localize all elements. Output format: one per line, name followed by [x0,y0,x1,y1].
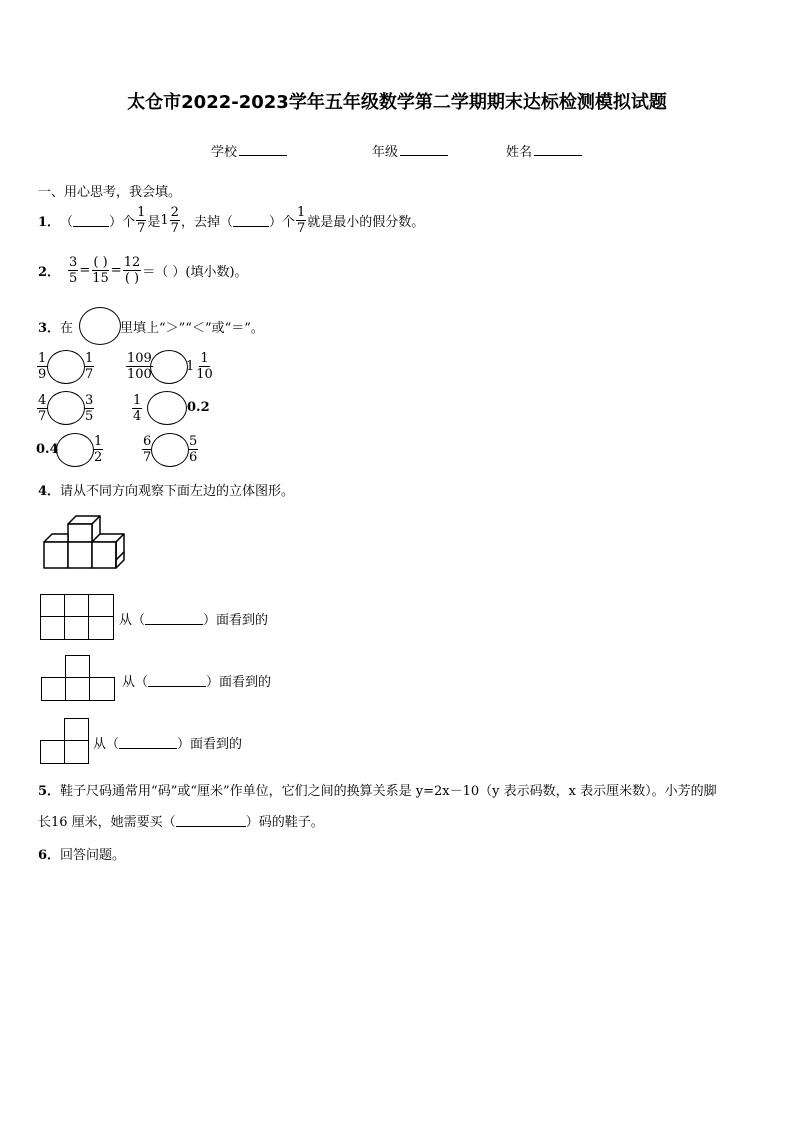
denominator-blank[interactable]: ( ) [124,271,140,286]
q5-answer-blank[interactable] [176,814,246,827]
compare-circle-4[interactable] [147,391,187,425]
q2-fraction-1 [68,255,78,286]
question-4 [38,480,294,499]
denominator: 5 [69,271,78,286]
square [65,677,90,701]
view-text: 从（ [119,613,146,628]
denominator: 5 [85,409,94,424]
name-field[interactable] [506,141,582,160]
q1-mixed-number [160,205,181,236]
square [40,740,65,764]
numerator: 1 [133,393,142,408]
cmp-r6-right [187,434,199,465]
denominator: 7 [143,450,152,465]
compare-circle-3[interactable] [47,391,85,425]
compare-circle-6[interactable] [151,433,189,467]
square [88,594,114,618]
cmp-r5-left: 0.4 [36,442,59,457]
square [88,616,114,640]
q2-fraction-2[interactable] [91,255,110,286]
cmp-r1-right [83,351,95,382]
q1-text-3: 是 [147,215,161,230]
q4-text: 请从不同方向观察下面左边的立体图形。 [60,484,295,499]
numerator: 3 [85,393,94,408]
denominator: 7 [137,221,146,236]
numerator: 1 [296,205,306,220]
school-label: 学校 [211,145,238,160]
square [64,616,89,640]
numerator: 5 [189,434,198,449]
square [40,594,65,618]
numerator: 1 [85,351,94,366]
view-1-blank[interactable] [145,612,203,625]
q1-fraction-2 [296,205,306,236]
cmp-r4-left [131,393,143,424]
view-text: ）面看到的 [177,737,243,752]
numerator-blank[interactable]: ( ) [93,255,108,270]
question-1 [38,205,424,236]
denominator: 7 [296,221,306,236]
square [89,677,115,701]
q5-text: ）码的鞋子。 [245,815,324,830]
cmp-r3-right [83,393,95,424]
compare-circle-2[interactable] [150,350,188,384]
denominator: 7 [38,409,47,424]
numerator: 1 [38,351,47,366]
q1-text-6: 就是最小的假分数。 [307,215,425,230]
q1-text-1: （ [60,215,74,230]
view-1-caption [119,609,268,628]
whole-part: 1 [186,359,195,374]
question-6 [38,844,125,863]
numerator: 1 [137,205,146,220]
denominator: 6 [189,450,198,465]
view-3-caption [93,733,242,752]
denominator: 100 [127,367,152,382]
numerator: 2 [170,205,179,220]
name-label: 姓名 [506,145,533,160]
denominator: 4 [133,409,142,424]
numerator: 109 [127,351,152,366]
equals-sign: = [110,263,122,278]
sample-circle [79,307,121,345]
numerator: 3 [69,255,78,270]
numerator: 1 [94,434,103,449]
q5-text: 鞋子尺码通常用“码”或“厘米”作单位，它们之间的换算关系是 y=2x－10（y 表示码数，x 表示厘米数）。小芳的脚 [60,784,717,799]
square [64,718,89,742]
cmp-r4-right: 0.2 [187,400,210,415]
q5-text: 长16 厘米，她需要买（ [38,815,176,830]
view-grid-3 [40,718,90,764]
equals-sign: = [79,263,91,278]
q2-tail: ＝（ ）(填小数)。 [142,265,248,280]
q1-number: 1． [38,215,61,230]
q3-instruction: 里填上“＞”“＜”或“＝”。 [120,321,264,336]
denominator: 7 [170,221,179,236]
numerator: 4 [38,393,47,408]
view-text: 从（ [93,737,120,752]
grade-field[interactable] [372,141,448,160]
compare-circle-5[interactable] [56,433,94,467]
q3-num: 3． [38,321,61,336]
question-5-line-2 [38,811,324,830]
numerator: 6 [143,434,152,449]
square [41,677,66,701]
numerator: 12 [123,255,141,270]
page-title: 太仓市2022-2023学年五年级数学第二学期期末达标检测模拟试题 [127,92,667,113]
q6-text: 回答问题。 [60,848,126,863]
section-heading: 一、用心思考，我会填。 [38,185,182,200]
q3-pre: 在 [60,321,74,336]
name-blank[interactable] [534,143,582,156]
view-3-blank[interactable] [119,736,177,749]
square [64,594,89,618]
q2-number: 2． [38,265,61,280]
q4-number: 4． [38,484,61,499]
q6-number: 6． [38,848,61,863]
denominator: 9 [38,367,47,382]
q1-text-5: ）个 [268,215,295,230]
numerator: 1 [200,351,209,366]
denominator: 2 [94,450,103,465]
view-2-caption [122,671,271,690]
whole-part: 1 [160,213,169,228]
grade-blank[interactable] [400,143,448,156]
square [40,616,65,640]
view-2-blank[interactable] [148,674,206,687]
q5-number: 5． [38,784,61,799]
cmp-r5-right [92,434,104,465]
view-text: 从（ [122,675,149,690]
view-grid-2 [41,655,115,701]
question-2 [38,255,248,286]
q1-text-4: ，去掉（ [180,215,233,230]
q2-fraction-3[interactable] [123,255,142,286]
q1-answer-blank-2[interactable] [233,214,269,227]
square [65,655,90,679]
cmp-r2-right [186,351,215,382]
solid-figure-image [38,512,138,572]
school-field[interactable] [211,141,287,160]
view-text: ）面看到的 [206,675,272,690]
view-text: ）面看到的 [203,613,269,628]
denominator: 7 [85,367,94,382]
q1-answer-blank-1[interactable] [73,214,109,227]
q1-text-2: ）个 [109,215,136,230]
question-5-line-1 [38,780,717,799]
school-blank[interactable] [239,143,287,156]
denominator: 10 [196,367,213,382]
compare-circle-1[interactable] [47,350,85,384]
denominator: 15 [92,271,109,286]
square [64,740,89,764]
q1-fraction-1 [136,205,146,236]
grade-label: 年级 [372,145,399,160]
view-grid-1 [40,594,114,640]
q3-number [38,317,73,336]
